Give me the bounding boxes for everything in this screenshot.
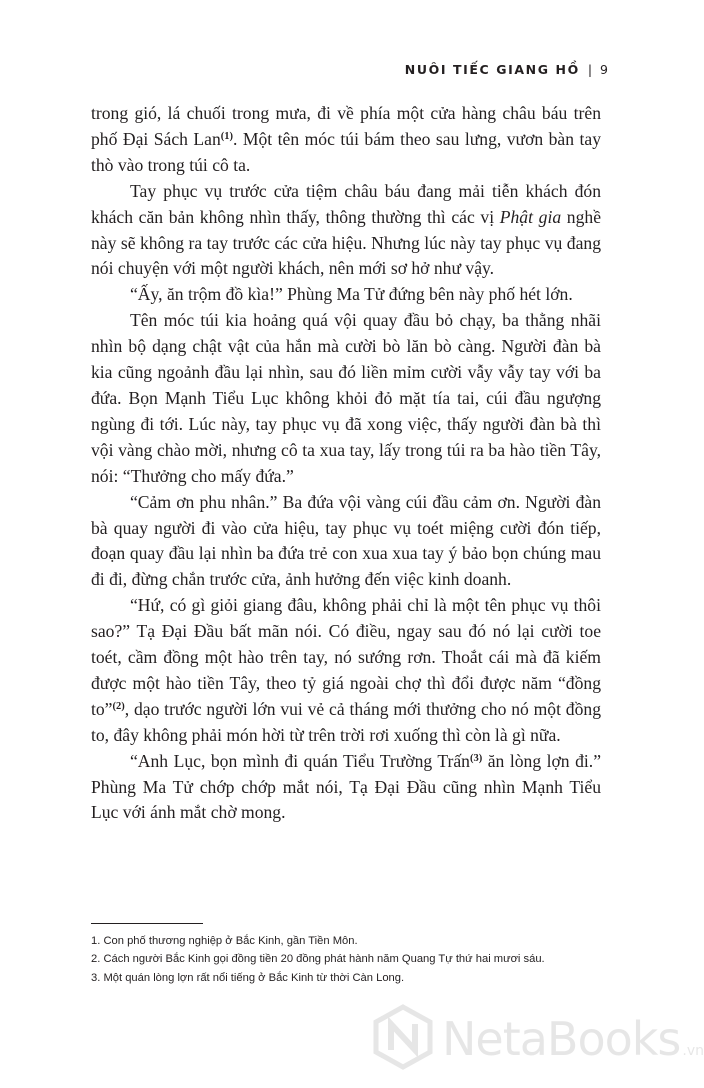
body-paragraph [91,179,601,283]
footnote-marker: (2) [112,700,125,712]
paragraph-text: ăn lòng lợn đi.” Phùng Ma Tử chớp chớp mắt nói, Tạ Đại Đầu cũng nhìn Mạnh Tiểu Lục với ánh mắt chờ mong. [91,750,601,823]
paragraph-text: Tay phục vụ trước cửa tiệm châu báu đang mải tiễn khách đón khách căn bản không nhìn thấy, thông thường thì các vị [91,180,601,227]
paragraph-text: . Một tên móc túi bám theo sau lưng, vươn bàn tay thò vào trong túi cô ta. [91,128,601,175]
body-paragraph [91,101,601,179]
paragraph-text: “Ấy, ăn trộm đồ kìa!” Phùng Ma Tử đứng bên này phố hét lớn. [130,284,573,305]
paragraph-text: “Hứ, có gì giỏi giang đâu, không phải chỉ là một tên phục vụ thôi sao?” Tạ Đại Đầu bất mãn nói. Có điều, ngay sau đó nó lại cười toe toét, cầm đồng một hào trên tay, nó sướng rơn. Thoắt cái mà đã kiếm được một hào tiền Tây, theo tỷ giá ngoài chợ thì đổi được năm “đồng to” [91,595,601,719]
italic-term: Phật gia [499,206,562,227]
footnotes [91,932,651,987]
body-text [91,101,601,826]
body-paragraph [91,308,601,489]
paragraph-text: Tên móc túi kia hoảng quá vội quay đầu bỏ chạy, ba thằng nhãi nhìn bộ dạng chật vật của hắn mà cười bò lăn bò càng. Người đàn bà kia cũng ngoảnh đầu lại nhìn, sau đó liền mỉm cười vẫy vẫy tay với ba đứa. Bọn Mạnh Tiểu Lục không khỏi đỏ mặt tía tai, cúi đầu ngượng ngùng đi tới. Lúc này, tay phục vụ đã xong việc, thấy người đàn bà thì vội vàng chào mời, nhưng cô ta xua tay, lấy trong túi ra ba hào tiền Tây, nói: “Thưởng cho mấy đứa.” [91,310,601,486]
footnote-marker: (1) [220,130,233,142]
running-title: NUÔI TIẾC GIANG HỒ [404,62,580,77]
paragraph-text: “Cảm ơn phu nhân.” Ba đứa vội vàng cúi đầu cảm ơn. Người đàn bà quay người đi vào cửa hiệu, tay phục vụ toét miệng cười đón tiếp, đoạn quay đầu lại nhìn ba đứa trẻ con xua xua tay ý bảo bọn chúng mau đi đi, đừng chắn trước cửa, ảnh hưởng đến việc kinh doanh. [91,491,601,590]
footnote-2: 2. Cách người Bắc Kinh gọi đồng tiền 20 đồng phát hành năm Quang Tự thứ hai mươi sáu. [91,953,545,966]
footnote-rule [91,923,203,924]
watermark-brand: NetaBooks [442,1012,681,1066]
watermark-suffix: .vn [682,1043,704,1059]
running-header [405,62,608,77]
watermark-text [442,1012,704,1066]
paragraph-text: , dạo trước người lớn vui vẻ cả tháng mới thưởng cho nó một đồng to, đây không phải món hời từ trên trời rơi xuống thì còn là gì nữa. [91,698,601,745]
paragraph-text: nghề này sẽ không ra tay trước các cửa hiệu. Nhưng lúc này tay phục vụ đang nói chuyện với một người khách, nên mới sơ hở như vậy. [91,206,601,279]
body-paragraph [91,490,601,594]
page-number: 9 [600,62,608,77]
footnote-1: 1. Con phố thương nghiệp ở Bắc Kinh, gần Tiền Môn. [91,935,358,947]
body-paragraph [91,282,601,308]
footnote-3: 3. Một quán lòng lợn rất nổi tiếng ở Bắc Kinh từ thời Càn Long. [91,971,405,984]
body-paragraph [91,749,601,827]
watermark [372,1004,702,1074]
paragraph-text: trong gió, lá chuối trong mưa, đi về phía một cửa hàng châu báu trên phố Đại Sách Lan [91,103,601,149]
header-separator: | [587,62,593,77]
footnote-marker: (3) [469,752,483,764]
netabooks-logo-icon [372,1004,434,1070]
paragraph-text: “Anh Lục, bọn mình đi quán Tiểu Trường Trấn [130,750,470,771]
body-paragraph [91,593,601,748]
